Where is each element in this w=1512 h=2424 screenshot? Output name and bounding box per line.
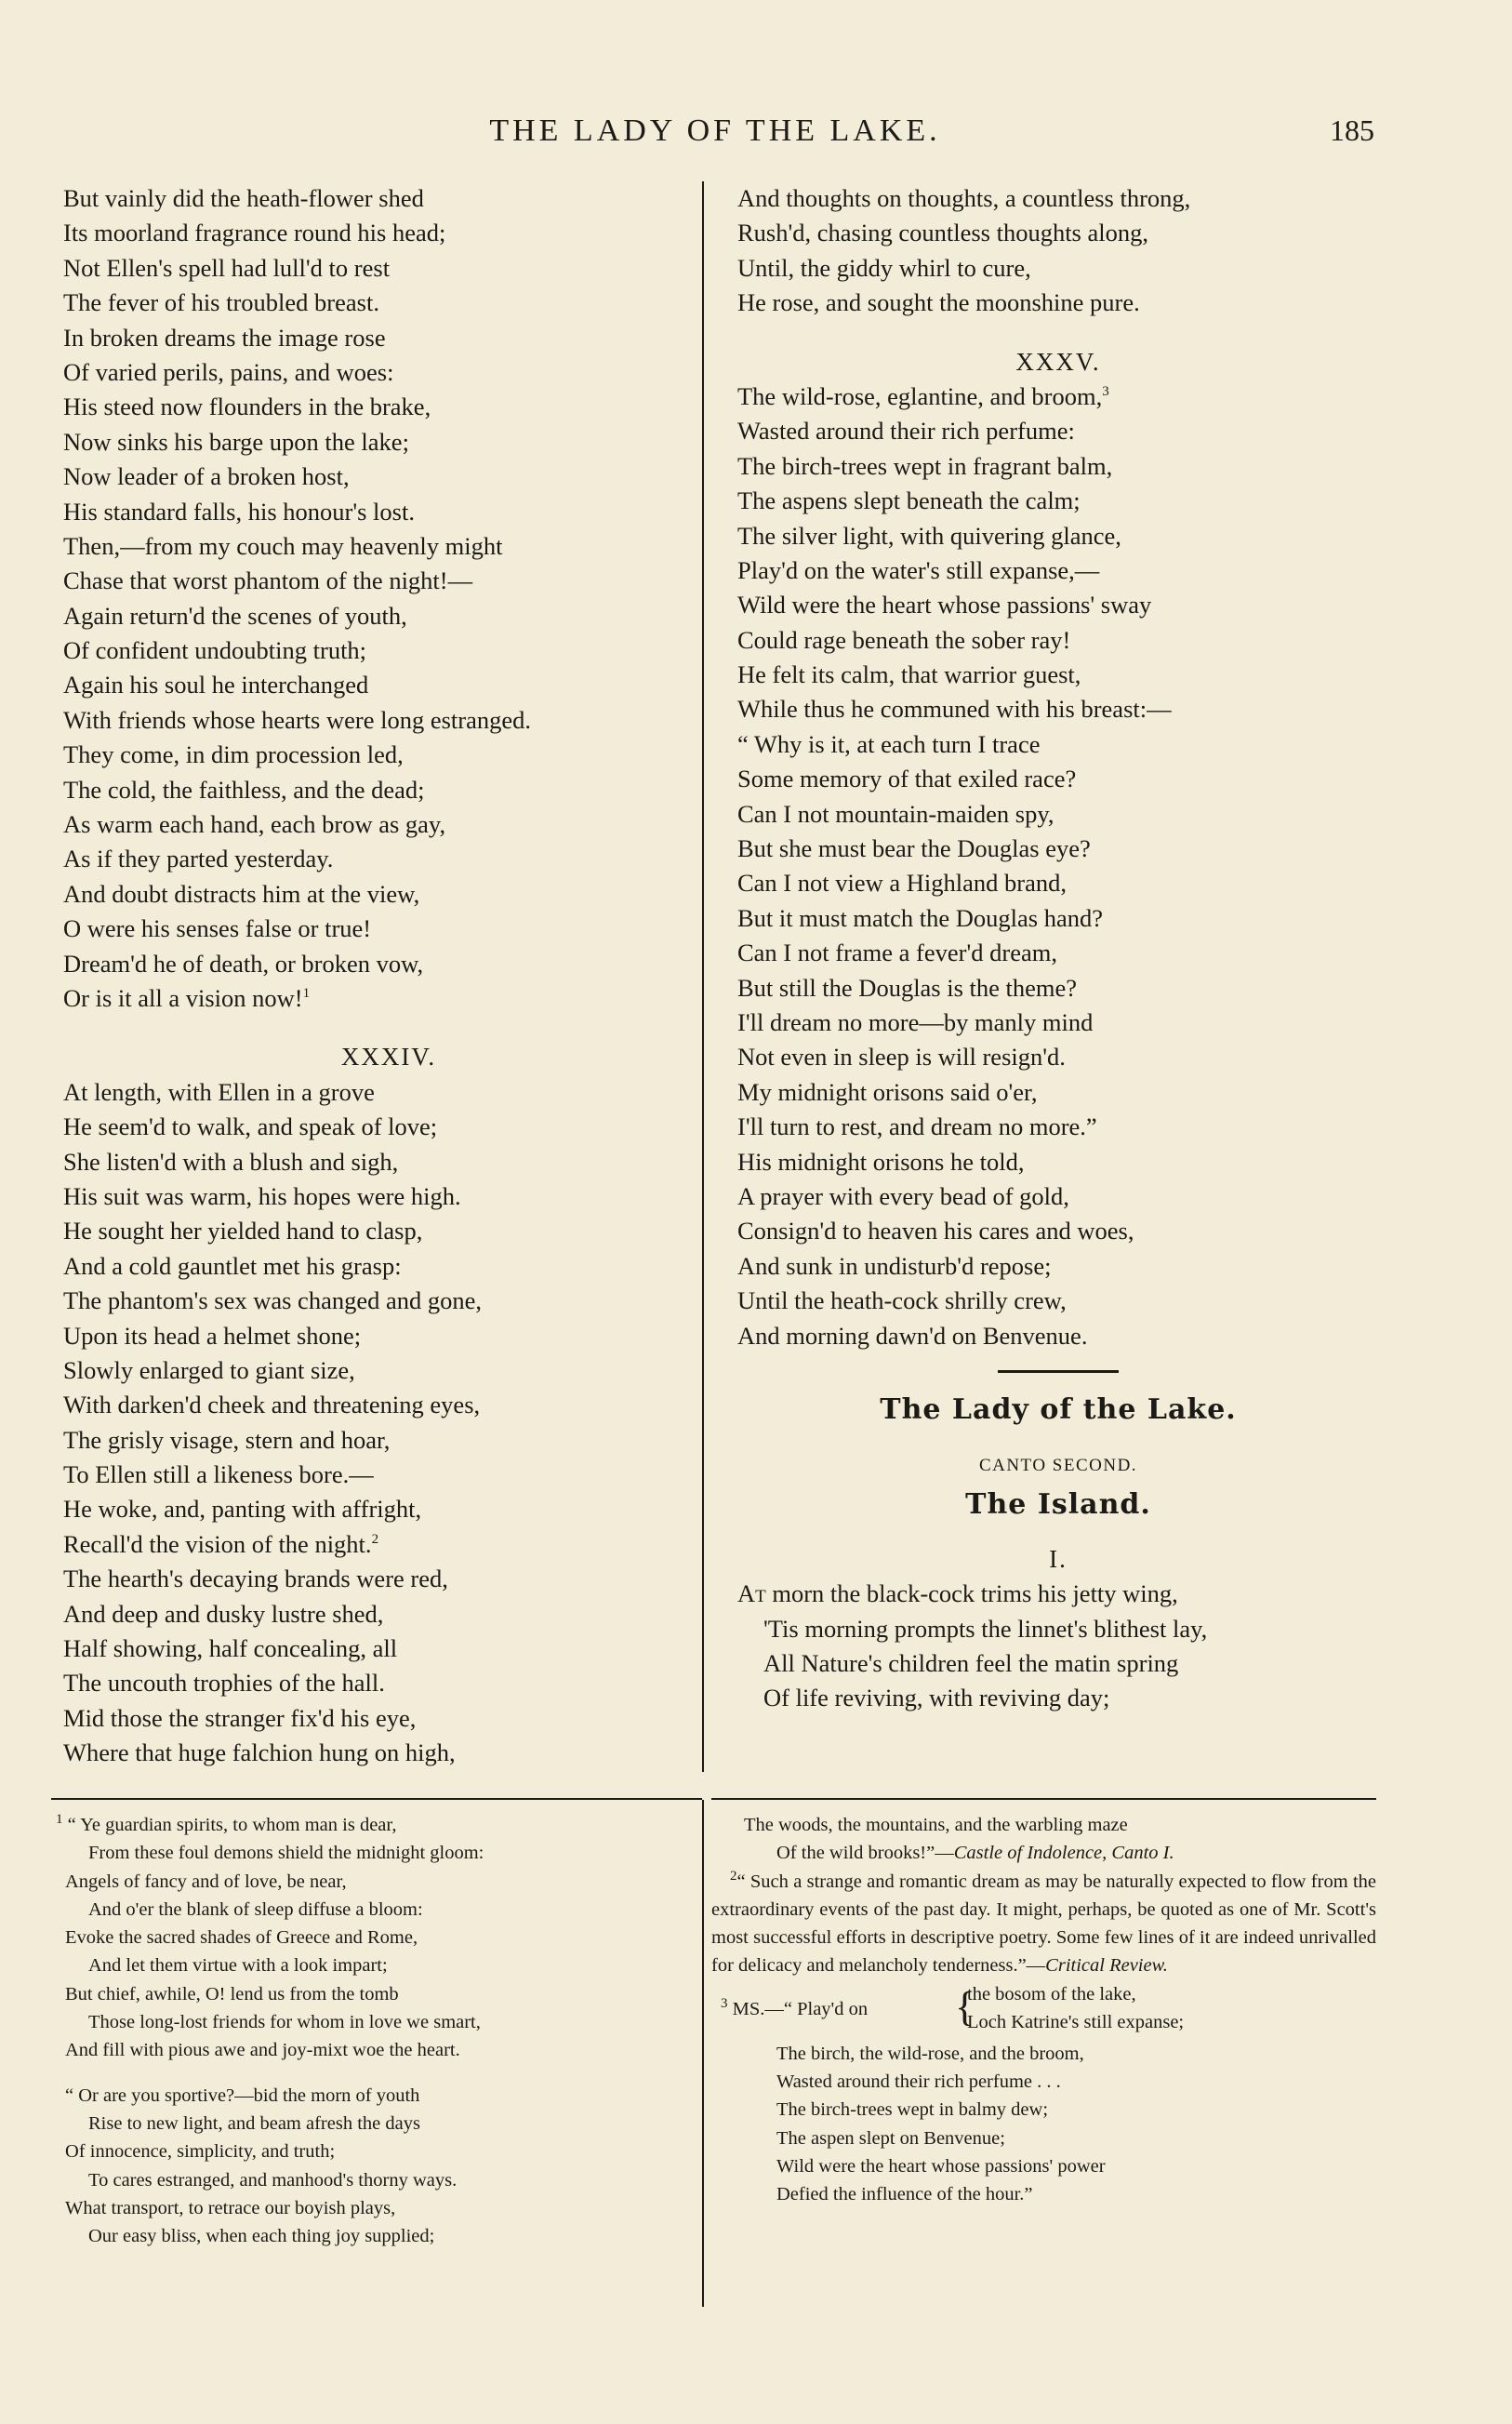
variant-reading: the bosom of the lake, — [967, 1983, 1136, 2004]
column-divider — [702, 181, 704, 1772]
verse-line: And doubt distracts him at the view, — [63, 879, 420, 908]
footnote-ref: 2 — [371, 1532, 379, 1548]
verse-line: Could rage beneath the sober ray! — [737, 625, 1071, 654]
source-citation: Critical Review. — [1045, 1955, 1168, 1977]
verse-line: Again return'd the scenes of youth, — [63, 601, 407, 630]
verse-line: His standard falls, his honour's lost. — [63, 497, 415, 526]
page-number: 185 — [1330, 113, 1374, 147]
verse-line: Upon its head a helmet shone; — [63, 1321, 362, 1350]
verse-line: And morning dawn'd on Benvenue. — [737, 1321, 1088, 1350]
verse-line: The fever of his troubled breast. — [63, 288, 379, 317]
footnote-line: Our easy bliss, when each thing joy supplied; — [88, 2226, 435, 2247]
lead-word: At — [737, 1579, 766, 1608]
footnote-line: Rise to new light, and beam afresh the days — [88, 2112, 420, 2134]
footnote-line: The birch-trees wept in balmy dew; — [776, 2099, 1049, 2121]
stanza-number: XXXV. — [1015, 347, 1101, 376]
footnote-line: To cares estranged, and manhood's thorny ways. — [88, 2169, 458, 2191]
verse-line: While thus he communed with his breast:— — [737, 695, 1172, 724]
stanza-xxxiv-lines — [63, 1075, 714, 1527]
footnote-line: Defied the influence of the hour.” — [776, 2184, 1033, 2205]
verse-line: Chase that worst phantom of the night!— — [63, 566, 473, 595]
verse-line: Of confident undoubting truth; — [63, 636, 367, 665]
verse-line: Dream'd he of death, or broken vow, — [63, 949, 424, 978]
verse-line: And thoughts on thoughts, a countless throng, — [737, 184, 1191, 212]
verse-line: Not Ellen's spell had lull'd to rest — [63, 253, 391, 282]
footnote-marker: 3 — [721, 1995, 728, 2011]
verse-line: His midnight orisons he told, — [737, 1147, 1025, 1176]
verse-line: His steed now flounders in the brake, — [63, 393, 431, 421]
footnote-ref: 1 — [302, 986, 311, 1002]
verse-line: But still the Douglas is the theme? — [737, 973, 1078, 1002]
verse-line: All Nature's children feel the matin spring — [763, 1649, 1179, 1678]
verse-line: The grisly visage, stern and hoar, — [63, 1425, 391, 1454]
brace-glyph: { — [955, 1983, 975, 2030]
verse-line: He woke, and, panting with affright, — [63, 1495, 422, 1524]
left-verse-column — [63, 181, 714, 1771]
source-citation: Castle of Indolence, Canto I. — [953, 1843, 1174, 1864]
verse-line: Until the heath-cock shrilly crew, — [737, 1286, 1067, 1315]
footnote-line: The aspen slept on Benvenue; — [776, 2127, 1005, 2149]
verse-line: Half showing, half concealing, all — [63, 1634, 398, 1663]
footnote-line: And o'er the blank of sleep diffuse a bloom: — [88, 1898, 423, 1920]
verse-line: Of life reviving, with reviving day; — [763, 1684, 1110, 1712]
footnote-line: The woods, the mountains, and the warbling maze — [744, 1815, 1128, 1835]
footnote-1-stanza-1 — [56, 1839, 697, 2064]
verse-line: He seem'd to walk, and speak of love; — [63, 1112, 438, 1141]
verse-line: And a cold gauntlet met his grasp: — [63, 1251, 402, 1280]
verse-line: Or is it all a vision now!$^1$ — [63, 983, 311, 1012]
stanza-number: XXXIV. — [340, 1043, 437, 1072]
verse-line: With friends whose hearts were long estranged. — [63, 705, 532, 734]
verse-line: Wasted around their rich perfume: — [737, 417, 1075, 446]
verse-line: The hearth's decaying brands were red, — [63, 1565, 448, 1593]
verse-line: At length, with Ellen in a grove — [63, 1077, 375, 1106]
footnote-marker: 2 — [730, 1868, 737, 1884]
verse-line: He rose, and sought the moonshine pure. — [737, 288, 1140, 317]
footnote-line: Wild were the heart whose passions' power — [776, 2155, 1106, 2177]
verse-line: And sunk in undisturb'd repose; — [737, 1251, 1052, 1280]
verse-line: Slowly enlarged to giant size, — [63, 1355, 355, 1384]
stanza-xxxv-lines — [737, 414, 1379, 1353]
verse-line: The aspens slept beneath the calm; — [737, 486, 1081, 515]
stanza-xxxiv-end-lines — [737, 181, 1379, 321]
footnote-3-lines — [711, 2040, 1376, 2209]
footnote-line: And let them virtue with a look impart; — [88, 1955, 388, 1977]
verse-line: Rush'd, chasing countless thoughts along, — [737, 219, 1148, 247]
footnote-3-variant: $^3$ MS.—“ Play'd on { the bosom of the lake, Loch Katrine's still expanse; — [711, 1980, 1376, 2040]
footnote-line: Evoke the sacred shades of Greece and Rome, — [65, 1927, 418, 1949]
verse-line: In broken dreams the image rose — [63, 323, 386, 352]
footnotes-left — [56, 1811, 697, 2250]
footnote-line: The birch, the wild-rose, and the broom, — [776, 2043, 1084, 2064]
verse-line: “ Why is it, at each turn I trace — [737, 729, 1041, 758]
right-verse-column — [737, 181, 1379, 1716]
footnote-line: Of innocence, simplicity, and truth; — [65, 2141, 336, 2163]
verse-line: The birch-trees wept in fragrant balm, — [737, 451, 1113, 480]
verse-line: Until, the giddy whirl to cure, — [737, 253, 1031, 282]
footnote-line: Those long-lost friends for whom in love we smart, — [88, 2012, 481, 2033]
verse-line: She listen'd with a blush and sigh, — [63, 1147, 399, 1176]
verse-line: The cold, the faithless, and the dead; — [63, 775, 425, 804]
verse-line: The silver light, with quivering glance, — [737, 521, 1121, 550]
footnote-rule-right — [711, 1798, 1376, 1800]
canto-title: The Island. — [965, 1487, 1151, 1521]
verse-line: Its moorland fragrance round his head; — [63, 219, 446, 247]
variant-reading: Loch Katrine's still expanse; — [967, 2011, 1185, 2032]
verse-line: Not even in sleep is will resign'd. — [737, 1043, 1066, 1072]
footnote-line: What transport, to retrace our boyish plays, — [65, 2197, 396, 2218]
footnote-line: From these foul demons shield the midnight gloom: — [88, 1843, 484, 1864]
canto-ii-lines — [737, 1612, 1379, 1716]
running-title: THE LADY OF THE LAKE. — [489, 113, 941, 148]
verse-line: 'Tis morning prompts the linnet's blithest lay, — [763, 1614, 1208, 1643]
verse-line: Now leader of a broken host, — [63, 462, 350, 491]
footnote-line: Angels of fancy and of love, be near, — [65, 1871, 347, 1892]
verse-line: And deep and dusky lustre shed, — [63, 1599, 384, 1628]
poem-title: The Lady of the Lake. — [880, 1392, 1237, 1426]
verse-line: The uncouth trophies of the hall. — [63, 1669, 385, 1698]
footnote-line: But chief, awhile, O! lend us from the tomb — [65, 1983, 399, 2004]
stanza-xxxiv-lines-cont — [63, 1562, 714, 1770]
verse-line: Can I not frame a fever'd dream, — [737, 939, 1057, 967]
verse-line: Can I not mountain-maiden spy, — [737, 799, 1054, 828]
verse-line: As warm each hand, each brow as gay, — [63, 810, 446, 839]
verse-line: But it must match the Douglas hand? — [737, 903, 1104, 932]
footnote-line: $^1$ “ Ye guardian spirits, to whom man is dear, — [56, 1812, 397, 1835]
verse-line: Again his soul he interchanged — [63, 671, 369, 699]
section-number: I. — [1049, 1544, 1068, 1573]
footnote-1-stanza-2 — [56, 2082, 697, 2251]
verse-line: Mid those the stranger fix'd his eye, — [63, 1703, 417, 1732]
verse-line: Wild were the heart whose passions' sway — [737, 591, 1152, 619]
verse-line: I'll dream no more—by manly mind — [737, 1007, 1094, 1036]
footnote-line: And fill with pious awe and joy-mixt woe the heart. — [65, 2040, 460, 2061]
verse-line: But she must bear the Douglas eye? — [737, 834, 1091, 863]
verse-line: Recall'd the vision of the night.$^2$ — [63, 1529, 379, 1558]
verse-line: The wild-rose, eglantine, and broom,$^3$ — [737, 381, 1109, 410]
verse-line: Some memory of that exiled race? — [737, 765, 1077, 793]
verse-line: Consign'd to heaven his cares and woes, — [737, 1217, 1134, 1245]
footnote-column-divider — [702, 1800, 704, 2307]
footnote-line: “ Or are you sportive?—bid the morn of youth — [65, 2084, 420, 2106]
verse-line: Play'd on the water's still expanse,— — [737, 555, 1100, 584]
footnote-marker: 1 — [56, 1812, 63, 1828]
verse-line: As if they parted yesterday. — [63, 845, 334, 873]
verse-line: Where that huge falchion hung on high, — [63, 1738, 456, 1767]
verse-line: He felt its calm, that warrior guest, — [737, 660, 1081, 689]
verse-line: My midnight orisons said o'er, — [737, 1077, 1038, 1106]
verse-line: At morn the black-cock trims his jetty wing, — [737, 1579, 1178, 1608]
stanza-xxxiii-lines — [63, 181, 714, 981]
running-header — [56, 113, 1374, 160]
verse-line: I'll turn to rest, and dream no more.” — [737, 1112, 1097, 1141]
verse-line: Can I not view a Highland brand, — [737, 869, 1067, 898]
verse-line: They come, in dim procession led, — [63, 740, 404, 769]
verse-line: Of varied perils, pains, and woes: — [63, 357, 394, 386]
verse-line: Then,—from my couch may heavenly might — [63, 531, 503, 560]
footnote-2: $^2$“ Such a strange and romantic dream as may be naturally expected to flow from the extraordinary events of the past day. It might, perhaps, be quoted as one of Mr. Scott's most successful efforts in descriptive poetry. Some few lines of it are indeed unrivalled for delicacy and melancholy tenderness.”—Critical Review. — [711, 1868, 1376, 1977]
canto-label: CANTO SECOND. — [978, 1455, 1138, 1475]
footnote-ref: 3 — [1102, 384, 1109, 400]
verse-line: A prayer with every bead of gold, — [737, 1181, 1069, 1210]
verse-line: With darken'd cheek and threatening eyes, — [63, 1391, 481, 1419]
verse-line: To Ellen still a likeness bore.— — [63, 1460, 374, 1489]
footnote-line: Of the wild brooks!”—Castle of Indolence, Canto I. — [776, 1843, 1174, 1864]
footnote-rule-left — [51, 1798, 702, 1800]
footnotes-right — [711, 1811, 1376, 2209]
verse-line: He sought her yielded hand to clasp, — [63, 1217, 423, 1245]
verse-line: O were his senses false or true! — [63, 914, 372, 943]
verse-line: The phantom's sex was changed and gone, — [63, 1286, 482, 1315]
verse-line: But vainly did the heath-flower shed — [63, 184, 424, 212]
verse-line: Now sinks his barge upon the lake; — [63, 427, 409, 456]
verse-line: His suit was warm, his hopes were high. — [63, 1181, 461, 1210]
footnote-line: Wasted around their rich perfume . . . — [776, 2071, 1061, 2093]
